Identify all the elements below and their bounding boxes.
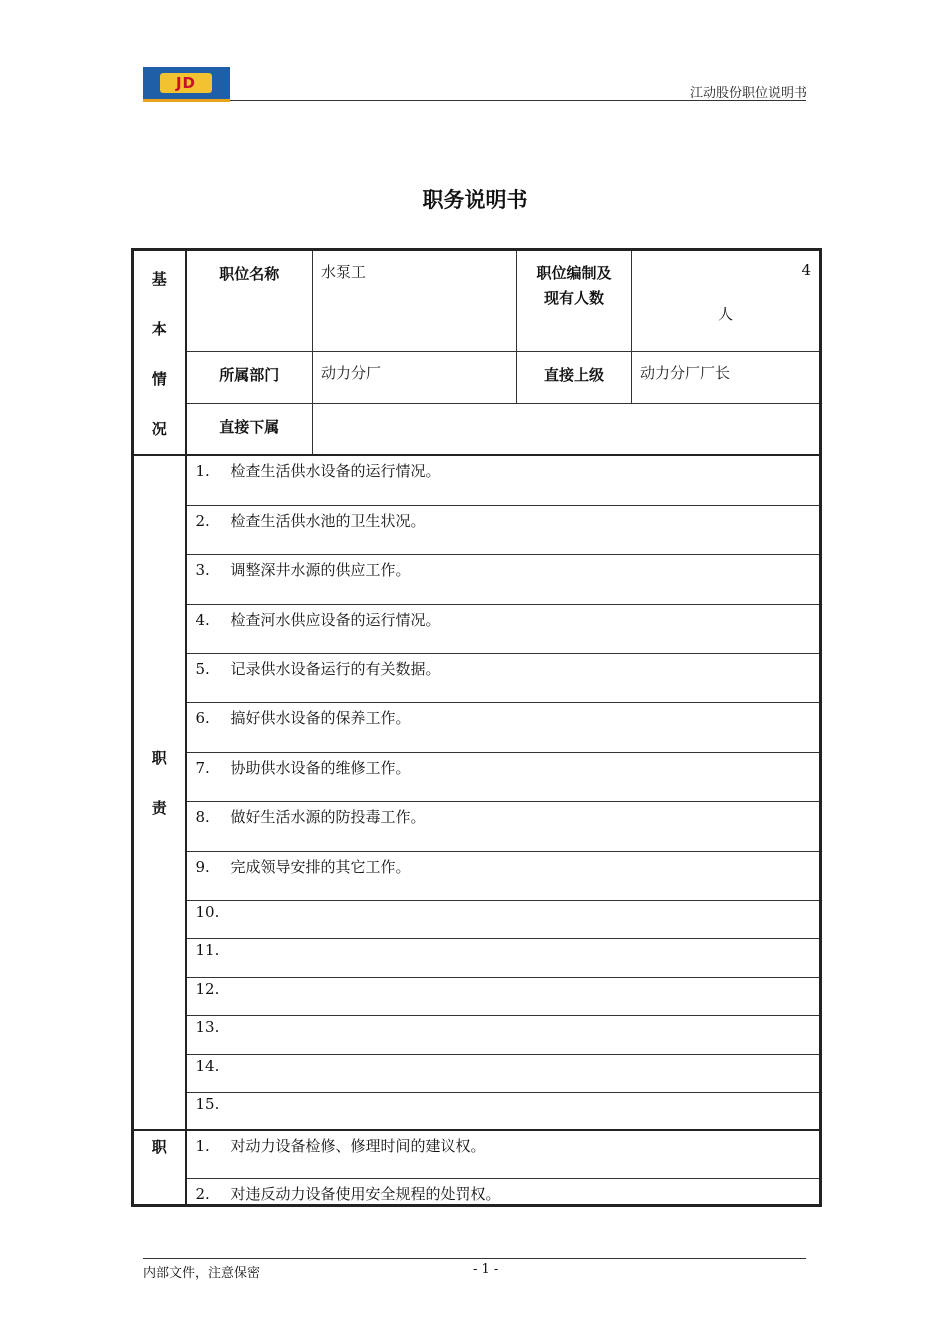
duty-item: 14. — [186, 1054, 821, 1092]
headcount-label: 职位编制及 现有人数 — [517, 250, 632, 352]
job-description-table — [131, 248, 822, 1207]
superior-value: 动力分厂厂长 — [632, 352, 821, 404]
footer-rule — [143, 1258, 806, 1259]
authority-item: 2. 对违反动力设备使用安全规程的处罚权。 — [186, 1178, 821, 1205]
footer-confidential: 内部文件，注意保密 — [143, 1266, 261, 1281]
duties-section-label: 职 责 — [133, 455, 186, 1130]
duty-item: 9. 完成领导安排的其它工作。 — [186, 851, 821, 900]
headcount-unit: 人 — [717, 305, 733, 323]
subordinate-label: 直接下属 — [186, 403, 313, 455]
logo-mark: JD — [160, 73, 212, 93]
basic-section-label: 基 本 情 况 — [133, 250, 186, 456]
duty-item: 1. 检查生活供水设备的运行情况。 — [186, 455, 821, 505]
subordinate-value — [313, 403, 821, 455]
department-label: 所属部门 — [186, 352, 313, 404]
page-title: 职务说明书 — [422, 188, 528, 212]
duty-item: 2. 检查生活供水池的卫生状况。 — [186, 505, 821, 554]
department-value: 动力分厂 — [313, 352, 517, 404]
headcount-value-cell — [632, 250, 821, 352]
duty-item: 10. — [186, 900, 821, 938]
superior-label: 直接上级 — [517, 352, 632, 404]
duty-item: 6. 搞好供水设备的保养工作。 — [186, 702, 821, 752]
duty-item: 15. — [186, 1092, 821, 1130]
page-number: - 1 - — [473, 1262, 499, 1277]
position-name-label: 职位名称 — [186, 250, 313, 352]
duty-item: 8. 做好生活水源的防投毒工作。 — [186, 801, 821, 851]
authority-item: 1. 对动力设备检修、修理时间的建议权。 — [186, 1130, 821, 1178]
duty-item: 12. — [186, 977, 821, 1015]
duty-item: 7. 协助供水设备的维修工作。 — [186, 752, 821, 801]
position-name-value: 水泵工 — [313, 250, 517, 352]
header-doc-title: 江动股份职位说明书 — [689, 86, 807, 101]
duty-item: 13. — [186, 1015, 821, 1054]
duty-item: 11. — [186, 938, 821, 977]
headcount-value: 4 — [801, 261, 811, 279]
duty-item: 5. 记录供水设备运行的有关数据。 — [186, 653, 821, 702]
duty-item: 4. 检查河水供应设备的运行情况。 — [186, 604, 821, 653]
duty-item: 3. 调整深井水源的供应工作。 — [186, 554, 821, 604]
company-logo — [143, 67, 230, 102]
authority-section-label: 职 — [133, 1130, 186, 1205]
